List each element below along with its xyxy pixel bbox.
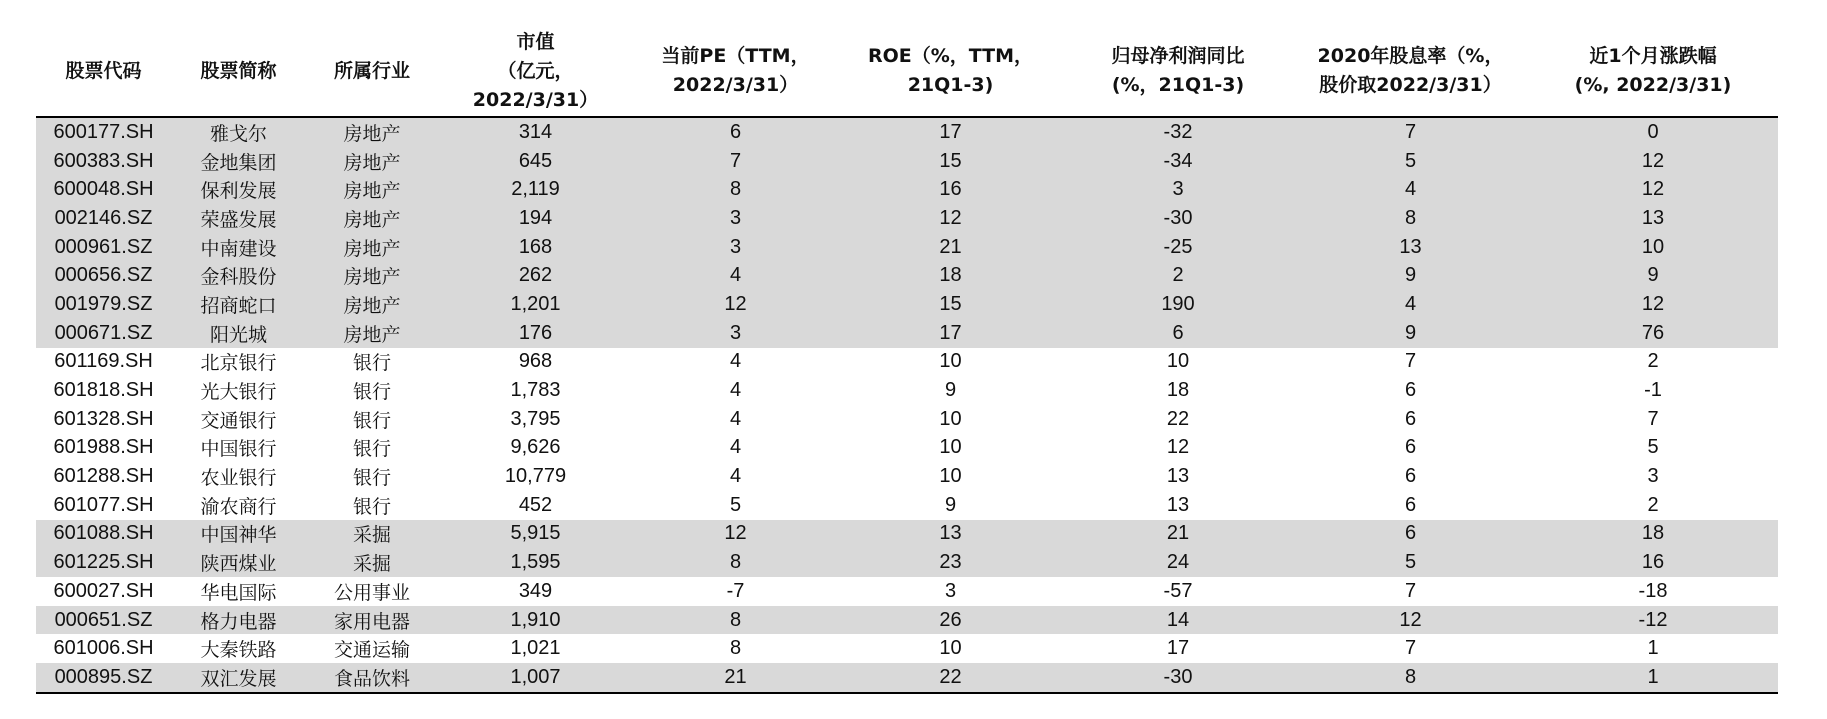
stock-table [36, 26, 1778, 694]
table-row [36, 634, 1778, 663]
mktcap-cell: 1,021 [510, 637, 561, 660]
pe-cell: 4 [633, 261, 838, 290]
one-month-change-cell: 9 [1528, 261, 1778, 290]
code-cell: 601328.SH [53, 407, 154, 430]
one-month-change-cell: 18 [1528, 520, 1778, 549]
dividend-yield-cell: 7 [1404, 637, 1417, 660]
pe-cell: 6 [633, 117, 838, 147]
code-cell: 601077.SH [53, 493, 154, 516]
name-cell: 农业银行 [200, 467, 277, 490]
roe-cell: 3 [944, 579, 957, 602]
header-roe-line2: 21Q1-3) [907, 74, 994, 96]
dividend-yield-cell: 7 [1293, 117, 1528, 147]
profit-growth-cell: -25 [1063, 233, 1293, 262]
roe-cell: 17 [838, 117, 1063, 147]
one-month-change-cell: 12 [1528, 290, 1778, 319]
pe-cell: 3 [633, 204, 838, 233]
pe-cell: 3 [633, 233, 838, 262]
table-row [36, 261, 1778, 290]
profit-growth-cell: 12 [1166, 436, 1190, 459]
profit-growth-cell: 22 [1166, 407, 1190, 430]
pe-cell: 21 [633, 663, 838, 693]
mktcap-cell: 2,119 [438, 175, 633, 204]
one-month-change-cell: 2 [1647, 493, 1659, 516]
roe-cell: 26 [838, 606, 1063, 635]
roe-cell: 12 [838, 204, 1063, 233]
one-month-change-cell: 3 [1647, 465, 1659, 488]
profit-growth-cell: 6 [1063, 319, 1293, 348]
table-row [36, 348, 1778, 377]
code-cell: 601288.SH [53, 465, 154, 488]
pe-cell: 5 [729, 493, 742, 516]
table-row [36, 491, 1778, 520]
profit-growth-cell: 14 [1063, 606, 1293, 635]
table-row [36, 606, 1778, 635]
one-month-change-cell: 0 [1528, 117, 1778, 147]
industry-cell: 房地产 [306, 204, 438, 233]
dividend-yield-cell: 4 [1293, 290, 1528, 319]
dividend-yield-cell: 6 [1404, 436, 1417, 459]
header-change-line1: 近1个月涨跌幅 [1589, 45, 1717, 67]
profit-growth-cell: 3 [1063, 175, 1293, 204]
one-month-change-cell: 5 [1647, 436, 1659, 459]
header-dividend-line1: 2020年股息率（%， [1317, 45, 1504, 67]
code-cell: 000961.SZ [36, 233, 171, 262]
mktcap-cell: 349 [518, 579, 553, 602]
one-month-change-cell: 13 [1528, 204, 1778, 233]
pe-cell: 7 [633, 147, 838, 176]
header-change [1528, 26, 1778, 117]
code-cell: 601169.SH [54, 350, 153, 373]
code-cell: 600027.SH [53, 579, 154, 602]
code-cell: 000895.SZ [36, 663, 171, 693]
industry-cell: 家用电器 [306, 606, 438, 635]
one-month-change-cell: 1 [1647, 637, 1659, 660]
profit-growth-cell: -30 [1063, 663, 1293, 693]
dividend-yield-cell: 6 [1404, 493, 1417, 516]
mktcap-cell: 1,783 [510, 379, 561, 402]
pe-cell: 3 [633, 319, 838, 348]
header-mktcap-line1: 市值 [516, 30, 555, 53]
header-roe-line1: ROE（%，TTM， [867, 45, 1034, 67]
dividend-yield-cell: 7 [1404, 350, 1417, 373]
table-row [36, 434, 1778, 463]
header-mktcap [438, 26, 633, 117]
profit-growth-cell: -30 [1063, 204, 1293, 233]
roe-cell: 9 [944, 379, 957, 402]
header-profit-line1: 归母净利润同比 [1111, 45, 1245, 67]
dividend-yield-cell: 9 [1293, 319, 1528, 348]
dividend-yield-cell: 6 [1404, 465, 1417, 488]
name-cell: 大秦铁路 [200, 639, 277, 662]
one-month-change-cell: 12 [1528, 175, 1778, 204]
header-pe [633, 26, 838, 117]
pe-cell: 8 [633, 606, 838, 635]
code-cell: 601988.SH [53, 436, 154, 459]
dividend-yield-cell: 12 [1293, 606, 1528, 635]
name-cell: 阳光城 [171, 319, 306, 348]
header-pe-line1: 当前PE（TTM， [661, 45, 810, 67]
mktcap-cell: 1,910 [438, 606, 633, 635]
header-industry: 所属行业 [306, 26, 438, 117]
industry-cell: 房地产 [306, 117, 438, 147]
name-cell: 金地集团 [171, 147, 306, 176]
profit-growth-cell: 10 [1166, 350, 1190, 373]
mktcap-cell: 1,595 [438, 548, 633, 577]
dividend-yield-cell: 7 [1404, 579, 1417, 602]
pe-cell: 8 [633, 175, 838, 204]
roe-cell: 9 [944, 493, 957, 516]
header-profit [1063, 26, 1293, 117]
mktcap-cell: 645 [438, 147, 633, 176]
industry-cell: 采掘 [306, 520, 438, 549]
code-cell: 000671.SZ [36, 319, 171, 348]
industry-cell: 房地产 [306, 261, 438, 290]
code-cell: 001979.SZ [36, 290, 171, 319]
name-cell: 陕西煤业 [171, 548, 306, 577]
table-row [36, 376, 1778, 405]
mktcap-cell: 176 [438, 319, 633, 348]
code-cell: 601225.SH [36, 548, 171, 577]
name-cell: 北京银行 [200, 352, 277, 375]
industry-cell: 银行 [352, 381, 391, 404]
roe-cell: 23 [838, 548, 1063, 577]
pe-cell: 4 [729, 379, 742, 402]
pe-cell: 4 [729, 407, 742, 430]
name-cell: 华电国际 [200, 581, 277, 604]
header-roe [838, 26, 1063, 117]
dividend-yield-cell: 6 [1293, 520, 1528, 549]
one-month-change-cell: 76 [1528, 319, 1778, 348]
profit-growth-cell: 2 [1063, 261, 1293, 290]
roe-cell: 10 [939, 637, 962, 660]
pe-cell: 8 [729, 637, 742, 660]
one-month-change-cell: 1 [1528, 663, 1778, 693]
roe-cell: 18 [838, 261, 1063, 290]
industry-cell: 食品饮料 [306, 663, 438, 693]
roe-cell: 16 [838, 175, 1063, 204]
header-mktcap-line2: （亿元， [497, 59, 574, 82]
roe-cell: 17 [838, 319, 1063, 348]
mktcap-cell: 968 [518, 350, 553, 373]
one-month-change-cell: -12 [1528, 606, 1778, 635]
dividend-yield-cell: 5 [1293, 548, 1528, 577]
header-profit-line2: (%，21Q1-3) [1111, 74, 1245, 96]
industry-cell: 采掘 [306, 548, 438, 577]
roe-cell: 10 [939, 465, 962, 488]
table-row [36, 405, 1778, 434]
table-body [36, 117, 1778, 693]
roe-cell: 13 [838, 520, 1063, 549]
header-dividend [1293, 26, 1528, 117]
pe-cell: 12 [633, 290, 838, 319]
dividend-yield-cell: 6 [1404, 379, 1417, 402]
dividend-yield-cell: 5 [1293, 147, 1528, 176]
table-row [36, 147, 1778, 176]
table-row [36, 548, 1778, 577]
table-row [36, 117, 1778, 147]
profit-growth-cell: 24 [1063, 548, 1293, 577]
mktcap-cell: 168 [438, 233, 633, 262]
industry-cell: 银行 [352, 438, 391, 461]
code-cell: 601818.SH [53, 379, 154, 402]
table-row [36, 520, 1778, 549]
one-month-change-cell: 7 [1647, 407, 1659, 430]
industry-cell: 银行 [352, 352, 391, 375]
name-cell: 渝农商行 [200, 495, 277, 518]
pe-cell: 12 [633, 520, 838, 549]
industry-cell: 银行 [352, 467, 391, 490]
industry-cell: 交通运输 [333, 639, 410, 662]
roe-cell: 22 [838, 663, 1063, 693]
profit-growth-cell: 18 [1166, 379, 1190, 402]
roe-cell: 10 [939, 407, 962, 430]
table-row [36, 663, 1778, 693]
header-pe-line2: 2022/3/31） [672, 74, 799, 96]
profit-growth-cell: 13 [1166, 493, 1190, 516]
header-name: 股票简称 [171, 26, 306, 117]
header-row [36, 26, 1778, 117]
pe-cell: 4 [729, 436, 742, 459]
mktcap-cell: 1,201 [438, 290, 633, 319]
roe-cell: 15 [838, 147, 1063, 176]
pe-cell: 4 [729, 350, 742, 373]
name-cell: 金科股份 [171, 261, 306, 290]
dividend-yield-cell: 13 [1293, 233, 1528, 262]
one-month-change-cell: 10 [1528, 233, 1778, 262]
one-month-change-cell: 16 [1528, 548, 1778, 577]
roe-cell: 15 [838, 290, 1063, 319]
one-month-change-cell: -18 [1638, 579, 1668, 602]
name-cell: 交通银行 [200, 409, 277, 432]
mktcap-cell: 1,007 [438, 663, 633, 693]
industry-cell: 公用事业 [333, 581, 410, 604]
dividend-yield-cell: 9 [1293, 261, 1528, 290]
one-month-change-cell: 12 [1528, 147, 1778, 176]
industry-cell: 房地产 [306, 175, 438, 204]
profit-growth-cell: 190 [1063, 290, 1293, 319]
mktcap-cell: 194 [438, 204, 633, 233]
roe-cell: 10 [939, 350, 962, 373]
name-cell: 雅戈尔 [171, 117, 306, 147]
profit-growth-cell: -34 [1063, 147, 1293, 176]
roe-cell: 21 [838, 233, 1063, 262]
header-mktcap-line3: 2022/3/31） [472, 88, 599, 111]
profit-growth-cell: -57 [1163, 579, 1193, 602]
name-cell: 保利发展 [171, 175, 306, 204]
code-cell: 600177.SH [36, 117, 171, 147]
table-row [36, 175, 1778, 204]
code-cell: 600048.SH [36, 175, 171, 204]
name-cell: 中南建设 [171, 233, 306, 262]
industry-cell: 房地产 [306, 233, 438, 262]
name-cell: 招商蛇口 [171, 290, 306, 319]
mktcap-cell: 3,795 [510, 407, 561, 430]
table-row [36, 290, 1778, 319]
dividend-yield-cell: 8 [1293, 204, 1528, 233]
industry-cell: 房地产 [306, 319, 438, 348]
pe-cell: -7 [726, 579, 745, 602]
table-row [36, 577, 1778, 606]
profit-growth-cell: 21 [1063, 520, 1293, 549]
table-row [36, 204, 1778, 233]
one-month-change-cell: -1 [1644, 379, 1662, 402]
mktcap-cell: 452 [518, 493, 553, 516]
name-cell: 中国银行 [200, 438, 277, 461]
industry-cell: 银行 [352, 409, 391, 432]
header-code: 股票代码 [36, 26, 171, 117]
mktcap-cell: 9,626 [510, 436, 561, 459]
dividend-yield-cell: 8 [1293, 663, 1528, 693]
name-cell: 格力电器 [171, 606, 306, 635]
table-row [36, 462, 1778, 491]
industry-cell: 房地产 [306, 290, 438, 319]
code-cell: 600383.SH [36, 147, 171, 176]
mktcap-cell: 314 [438, 117, 633, 147]
profit-growth-cell: 13 [1166, 465, 1190, 488]
code-cell: 601006.SH [53, 637, 154, 660]
industry-cell: 房地产 [306, 147, 438, 176]
name-cell: 荣盛发展 [171, 204, 306, 233]
mktcap-cell: 262 [438, 261, 633, 290]
dividend-yield-cell: 6 [1404, 407, 1417, 430]
table-row [36, 233, 1778, 262]
one-month-change-cell: 2 [1647, 350, 1659, 373]
header-dividend-line2: 股价取2022/3/31） [1319, 74, 1502, 96]
name-cell: 双汇发展 [171, 663, 306, 693]
mktcap-cell: 10,779 [504, 465, 567, 488]
code-cell: 000651.SZ [36, 606, 171, 635]
name-cell: 光大银行 [200, 381, 277, 404]
pe-cell: 4 [729, 465, 742, 488]
dividend-yield-cell: 4 [1293, 175, 1528, 204]
roe-cell: 10 [939, 436, 962, 459]
code-cell: 601088.SH [36, 520, 171, 549]
stock-table-container [36, 26, 1778, 694]
code-cell: 000656.SZ [36, 261, 171, 290]
industry-cell: 银行 [352, 495, 391, 518]
table-row [36, 319, 1778, 348]
header-change-line2: (%, 2022/3/31) [1574, 74, 1732, 96]
name-cell: 中国神华 [171, 520, 306, 549]
profit-growth-cell: 17 [1166, 637, 1190, 660]
pe-cell: 8 [633, 548, 838, 577]
mktcap-cell: 5,915 [438, 520, 633, 549]
code-cell: 002146.SZ [36, 204, 171, 233]
profit-growth-cell: -32 [1063, 117, 1293, 147]
